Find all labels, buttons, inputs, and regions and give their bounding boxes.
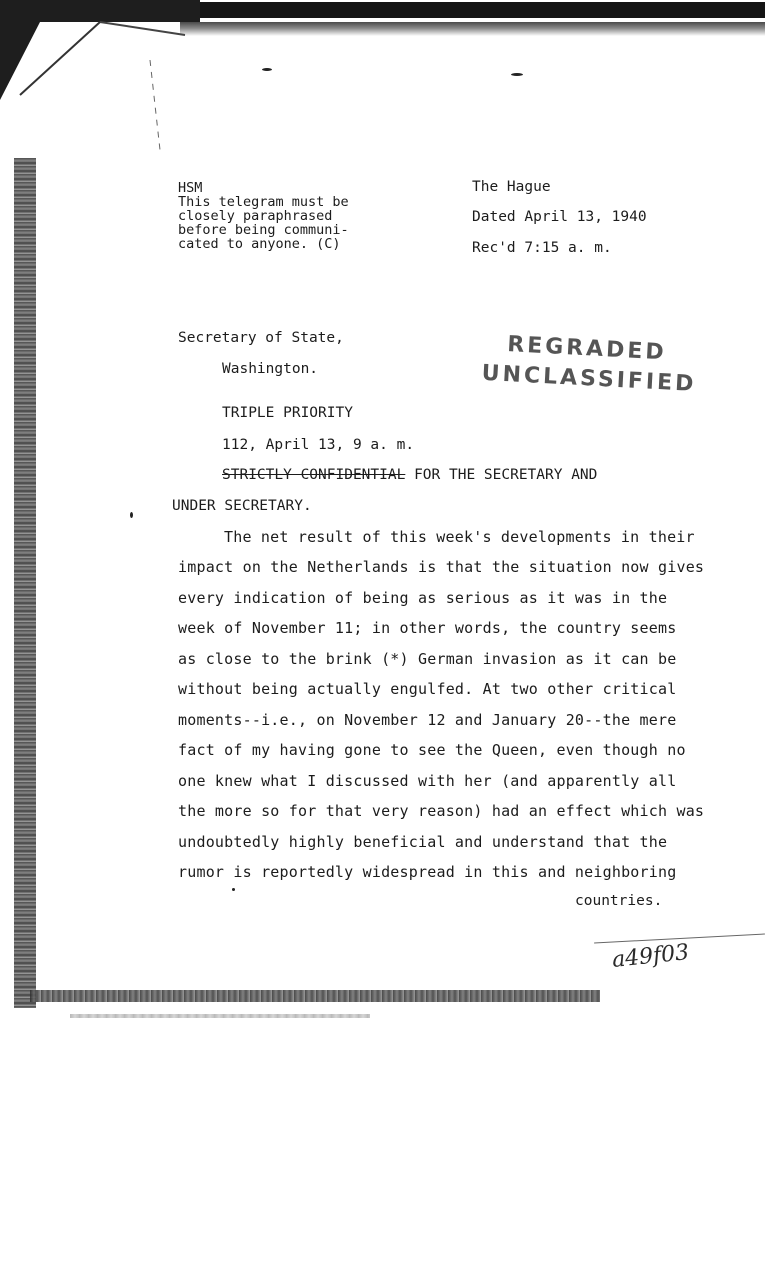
continuation-word: countries.: [575, 893, 663, 909]
scan-smudge-bottom: [70, 1014, 370, 1018]
folded-corner-artifact: [0, 0, 200, 160]
body-line: without being actually engulfed. At two other critical: [178, 680, 677, 698]
telegram-reference: 112, April 13, 9 a. m.: [222, 437, 415, 453]
paraphrase-note-line: This telegram must be: [178, 194, 349, 210]
body-line: the more so for that very reason) had an effect which was: [178, 802, 705, 820]
recipients-text: FOR THE SECRETARY AND: [414, 467, 598, 483]
stamp-line-2: UNCLASSIFIED: [481, 360, 697, 397]
paraphrase-note-line: closely paraphrased: [178, 208, 333, 224]
body-line: undoubtedly highly beneficial and understand that the: [178, 833, 668, 851]
recipients-line: [222, 468, 597, 483]
body-line: fact of my having gone to see the Queen, even though no: [178, 741, 686, 759]
body-line: The net result of this week's developments in their: [224, 528, 695, 546]
body-line: moments--i.e., on November 12 and January 20--the mere: [178, 711, 677, 729]
stamp-line-1: REGRADED: [506, 332, 668, 366]
ink-speck: [232, 888, 235, 891]
header-dated: Dated April 13, 1940: [472, 209, 647, 225]
addressee-city: Washington.: [222, 361, 319, 377]
header-place: The Hague: [472, 179, 551, 195]
scan-border-bottom: [30, 990, 600, 1002]
priority-label: TRIPLE PRIORITY: [222, 405, 353, 421]
body-line: one knew what I discussed with her (and apparently all: [178, 772, 677, 790]
body-line: rumor is reportedly widespread in this and neighboring: [178, 863, 677, 881]
ink-speck: [262, 68, 272, 71]
header-received: Rec'd 7:15 a. m.: [472, 240, 612, 256]
body-line: impact on the Netherlands is that the situation now gives: [178, 558, 705, 576]
body-line: every indication of being as serious as it was in the: [178, 589, 668, 607]
addressee-title: Secretary of State,: [178, 330, 344, 346]
body-line: as close to the brink (*) German invasion as it can be: [178, 650, 677, 668]
body-line: week of November 11; in other words, the country seems: [178, 619, 677, 637]
ink-speck: [130, 512, 133, 518]
struck-classification: STRICTLY CONFIDENTIAL: [222, 467, 406, 483]
scan-border-top-edge: [180, 22, 765, 36]
paraphrase-note-line: before being communi-: [178, 222, 349, 238]
scan-border-left: [14, 158, 36, 1008]
handwritten-file-number: a49f03: [610, 940, 691, 973]
recipients-line-2: UNDER SECRETARY.: [172, 498, 312, 514]
paraphrase-note-line: cated to anyone. (C): [178, 236, 341, 252]
ink-speck: [511, 73, 523, 76]
header-code: HSM: [178, 180, 203, 196]
regraded-unclassified-stamp: [480, 331, 697, 411]
